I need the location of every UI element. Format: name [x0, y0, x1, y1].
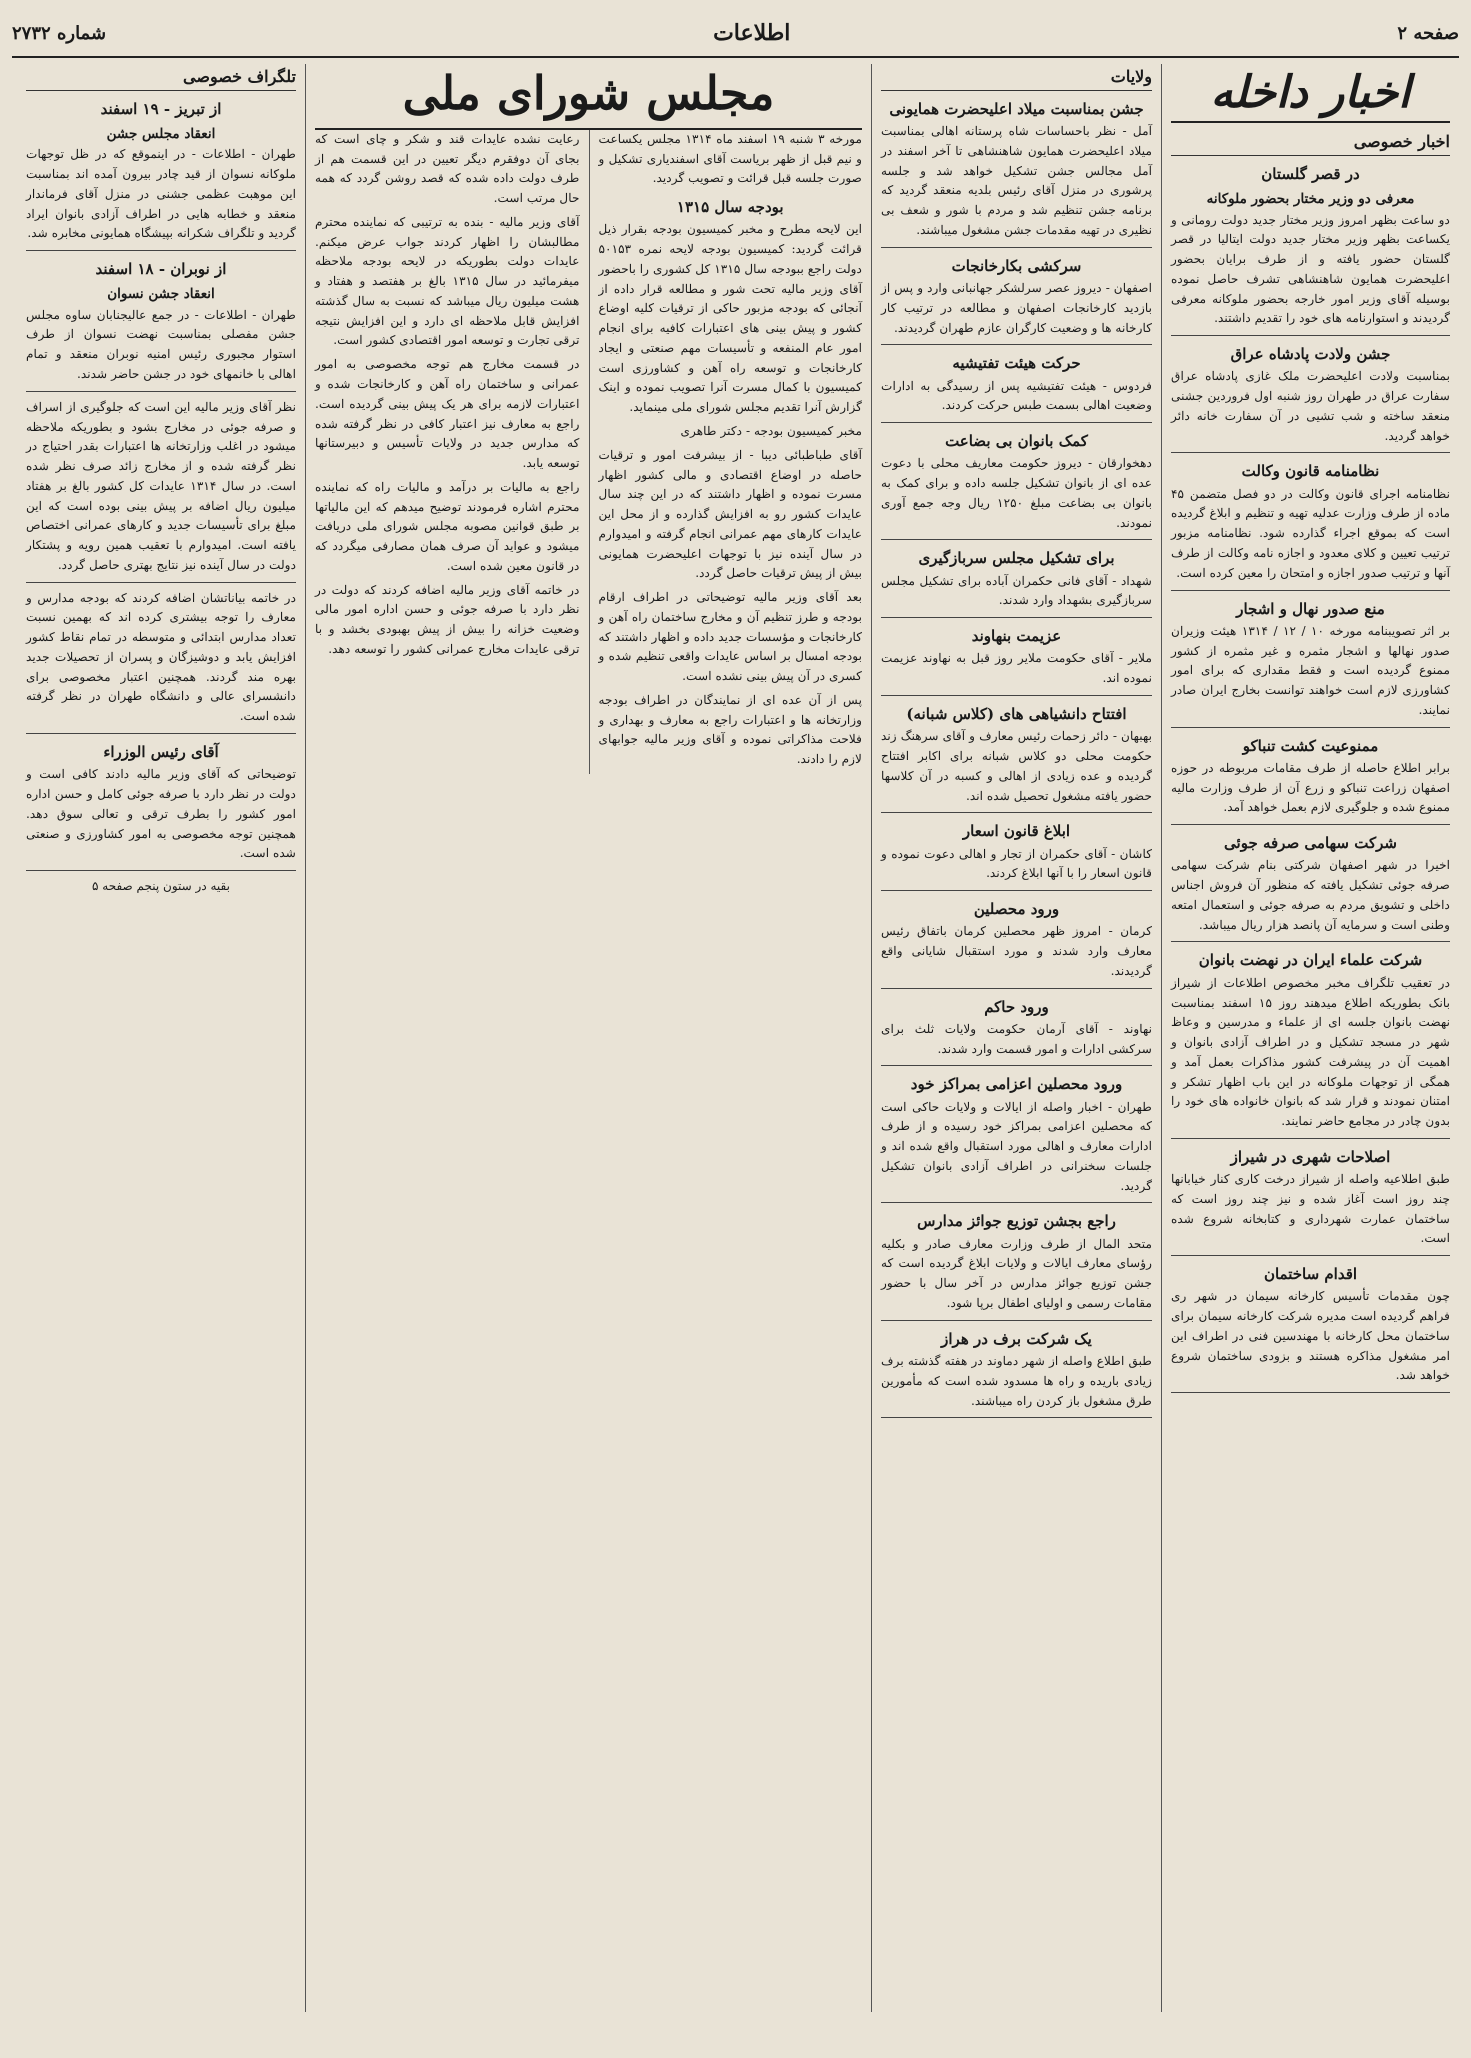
divider: [881, 1065, 1152, 1066]
article-title: ابلاغ قانون اسعار: [962, 822, 1071, 841]
article-title: نظامنامه قانون وکالت: [1241, 462, 1380, 481]
article-title: ورود محصلین اعزامی بمراکز خود: [910, 1075, 1123, 1094]
column-telegrams: [17, 64, 305, 2012]
article-title: شرکت سهامی صرفه جوئی: [1224, 834, 1397, 853]
article-body: در تعقیب تلگراف مخبر مخصوص اطلاعات از شیراز بانک بطوریکه اطلاع میدهند روز ۱۵ اسفند بمناسبت نهضت بانوان جلسه ای از علماء و مدرسین و وعاظ شهر در مسجد تشکیل و در اطراف آزادی بانوان و اهمیت آن در پیشرفت کشور مذاکرات بعمل آمد و همگی از توجهات ملوکانه در این باب اظهار تشکر و امتنان نمودند و قرار شد که بانوان خانواده های خود را بدون چادر در مجامع حاضر نمایند.: [1171, 975, 1450, 1129]
article-title: در قصر گلستان: [1261, 165, 1360, 184]
divider: [881, 617, 1152, 618]
parliament-subcolumns: [315, 130, 862, 774]
paragraph: آقای وزیر مالیه - بنده به ترتیبی که نماینده محترم مطالبشان را اظهار کردند جواب عرض میکنم. عایدات دولت بطوریکه در لایحه بودجه ملاحظه میفرمائید در سال ۱۳۱۵ بالغ بر هفتصد و هفتاد و هشت میلیون ریال میباشد که نسبت به سال گذشته افزایش قابل ملاحظه ای دارد و این افزایش نتیجه ترقی تجارت و توسعه امور اقتصادی کشور است.: [315, 214, 580, 348]
article-subtitle: انعقاد مجلس جشن: [106, 126, 216, 143]
divider: [881, 1202, 1152, 1203]
article-subtitle: معرفی دو وزیر مختار بحضور ملوکانه: [1206, 191, 1415, 208]
article-body: دو ساعت بظهر امروز وزیر مختار جدید دولت رومانی و یکساعت بظهر وزیر مختار جدید دولت ایتالیا در قصر گلستان حضور یافته و از طرف برایان بحضور اعلیحضرت همایون شاهنشاهی تشرف حاصل نموده بوسیله آقای وزیر امور خارجه بحضور ملوکانه معرفی گردیدند و استوارنامه های خود را تقدیم داشتند.: [1171, 212, 1450, 326]
article-subtitle: انعقاد جشن نسوان: [107, 286, 215, 303]
article-title: جشن بمناسبت میلاد اعلیحضرت همایونی: [889, 99, 1144, 118]
divider: [1171, 452, 1450, 453]
article-body: آمل - نظر باحساسات شاه پرستانه اهالی بمناسبت میلاد اعلیحضرت همایون شاهنشاهی تا آخر اسفند در آمل مجالس جشن تشکیل خواهد شد و جلسه پرشوری در منزل آقای رئیس بلدیه منعقد گردید که برنامه جشن تنظیم شد و مردم با شور و شعف بی نظیری در تهیه مقدمات جشن مشغول میباشند.: [881, 124, 1152, 237]
paragraph: رعایت نشده عایدات قند و شکر و چای است که بجای آن دوفقرم دیگر تعیین در این قسمت هم از طرف دولت داده شده که قصد روشن گردد که همه حال مرتب است.: [315, 131, 580, 206]
article-title: افتتاح دانشیاهی های (کلاس شبانه): [906, 704, 1127, 723]
article-body: دهخوارقان - دیروز حکومت معاریف محلی با دعوت عده ای از بانوان تشکیل جلسه داده و برای کمک به بانوان بی بضاعت مبلغ ۱۲۵۰ ریال وجه جمع آوری نمودند.: [881, 456, 1152, 530]
article-list: [26, 99, 296, 871]
article-body: شهداد - آقای فانی حکمران آباده برای تشکیل مجلس سربازگیری بشهداد وارد شدند.: [881, 573, 1152, 608]
article-title: سرکشی بکارخانجات: [951, 256, 1082, 275]
article-title: راجع بجشن توزیع جوائز مدارس: [917, 1212, 1116, 1231]
divider: [26, 870, 296, 871]
article-body: ملایر - آقای حکومت ملایر روز قبل به نهاوند عزیمت نموده اند.: [881, 651, 1152, 686]
article-body: طهران - اطلاعات - در اینموقع که در ظل توجهات ملوکانه نسوان از قید چادر بیرون آمده اند بمناسبت این موهبت عظمی جشنی در منزل آقای فرماندار منعقد و خطابه هایی در اطراف آزادی بانوان ایراد گردید و تلگراف شکرانه بپیشگاه همایونی مخابره شد.: [26, 147, 296, 241]
divider: [881, 988, 1152, 989]
column-provinces: [871, 64, 1161, 2012]
divider: [26, 250, 296, 251]
divider: [26, 582, 296, 583]
article-list: [881, 99, 1152, 1418]
page-header: [12, 10, 1459, 58]
parliament-section: [305, 64, 871, 2012]
divider: [881, 695, 1152, 696]
article-title: کمک بانوان بی بضاعت: [945, 432, 1088, 451]
session-intro: مورخه ۳ شنبه ۱۹ اسفند ماه ۱۳۱۴ مجلس یکساعت و نیم قبل از ظهر بریاست آقای اسفندیاری تشکیل و صورت جلسه قبل قرائت و تصویب گردید.: [598, 131, 862, 186]
article-body: چون مقدمات تأسیس کارخانه سیمان در شهر ری فراهم گردیده است مدیره شرکت کارخانه سیمان برای ساختمان محل کارخانه با مهندسین فنی در اطراف این امر مشغول مذاکره هستند و بزودی ساختمان شروع خواهد شد.: [1171, 1289, 1450, 1383]
divider: [881, 247, 1152, 248]
parliament-title: مجلس شورای ملی: [315, 64, 862, 130]
section-label: ولایات: [881, 64, 1152, 91]
article-body: بمناسبت ولادت اعلیحضرت ملک غازی پادشاه عراق سفارت عراق در طهران روز شنبه اول فروردین جشنی منعقد ساخته و شب تشیی در آن سفارت خانه دائر خواهد گردید.: [1171, 369, 1450, 443]
article-title: از تبریز - ۱۹ اسفند: [100, 99, 222, 118]
divider: [1171, 335, 1450, 336]
paragraph: در قسمت مخارج هم توجه مخصوصی به امور عمرانی و ساختمان راه آهن و کارخانجات شده و اعتبارات لازمه برای هر یک پیش بینی گردیده است. راجع به معارف نیز اعتبار کافی در نظر گرفته شده که مدارس جدید در ولایات تأسیس و دبیرستانها توسعه یابد.: [315, 357, 580, 471]
section-label: اخبار خصوصی: [1171, 129, 1450, 156]
paragraph-list: [315, 130, 580, 660]
paragraph: آقای طباطبائی دیبا - از بیشرفت امور و ترقیات حاصله در اوضاع اقتصادی و مالی کشور اظهار مسرت نموده و اظهار داشتند که در این چند سال عایدات کشور رو به افزایش گذارده و از محل این عایدات کارهای مهم عمرانی انجام گرفته و امیدوارم در سال آینده نیز با توجهات اعلیحضرت همایونی بیش از پیش ترقیات حاصل گردد.: [598, 447, 862, 581]
divider: [1171, 727, 1450, 728]
divider: [881, 539, 1152, 540]
divider: [26, 391, 296, 392]
divider: [881, 422, 1152, 423]
divider: [881, 1417, 1152, 1418]
paragraph-list: [599, 220, 863, 770]
parliament-col-a: [589, 130, 863, 774]
article-title: منع صدور نهال و اشجار: [1236, 599, 1385, 618]
article-list: [1171, 164, 1450, 1393]
divider: [1171, 1255, 1450, 1256]
article-title: اقدام ساختمان: [1263, 1265, 1358, 1284]
article-title: آقای رئیس الوزراء: [103, 742, 219, 761]
divider: [881, 890, 1152, 891]
divider: [881, 812, 1152, 813]
paragraph: مخبر کمیسیون بودجه - دکتر طاهری: [680, 424, 862, 438]
article-title: ممنوعیت کشت تنباکو: [1242, 736, 1379, 755]
article-body: کرمان - امروز ظهر محصلین کرمان باتفاق رئیس معارف وارد شدند و مورد استقبال شایانی واقع گردیدند.: [881, 924, 1152, 978]
article-body: برابر اطلاع حاصله از طرف مقامات مربوطه در حوزه اصفهان زراعت تنباکو و زرع آن از طرف وزارت مالیه ممنوع شده و جلوگیری لازم بعمل خواهد آمد.: [1171, 760, 1450, 815]
article-body: بهبهان - دائر زحمات رئیس معارف و آقای سرهنگ زند حکومت محلی دو کلاس شبانه برای اکابر افتتاح گردیده و عده زیادی از اهالی و کسبه در آن کلاسها حضور یافته مشغول تحصیل شده اند.: [881, 729, 1152, 803]
paragraph: پس از آن عده ای از نمایندگان در اطراف بودجه وزارتخانه ها و اعتبارات راجع به معارف و بهداری و فلاحت مذاکراتی نموده و آقای وزیر مالیه جوابهای لازم را دادند.: [598, 692, 862, 767]
article-title: حرکت هیئت تفتیشیه: [952, 354, 1081, 373]
section-label: تلگراف خصوصی: [26, 64, 296, 91]
article-title: یک شرکت برف در هراز: [941, 1329, 1092, 1348]
divider: [1171, 590, 1450, 591]
article-body: طهران - اخبار واصله از ایالات و ولایات حاکی است که محصلین اعزامی بمراکز خود رسیده و از طرف ادارات معارف و اهالی مورد استقبال واقع شده اند و جلسات سخنرانی در اطراف آزادی بانوان تشکیل گردید.: [881, 1099, 1152, 1193]
article-body: اخیرا در شهر اصفهان شرکتی بنام شرکت سهامی صرفه جوئی تشکیل یافته که منظور آن فروش اجناس داخلی و تشویق مردم به صرفه جوئی و استعمال امتعه وطنی است و سرمایه آن پانصد هزار ریال میباشد.: [1171, 858, 1450, 932]
article-body: فردوس - هیئت تفتیشیه پس از رسیدگی به ادارات وضعیت اهالی بسمت طبس حرکت کردند.: [881, 378, 1152, 413]
article-body: طهران - اطلاعات - در جمع عالیجنابان ساوه مجلس جشن مفصلی بمناسبت نهضت نسوان از طرف استوار مجبوری رئیس امنیه نوبران منعقد و تمام اهالی با خانمهای خود در جشن حاضر شدند.: [26, 307, 296, 381]
article-body: نهاوند - آقای آرمان حکومت ولایات ثلث برای سرکشی ادارات و امور قسمت وارد شدند.: [881, 1021, 1152, 1056]
paragraph: راجع به مالیات بر درآمد و مالیات راه که نماینده محترم اشاره فرمودند توضیح میدهم که این مالیاتها بر طبق قوانین مصوبه مجلس شورای ملی دریافت میشود و عواید آن صرف همان مصارفی میگردد که در قانون معین شده است.: [315, 479, 580, 573]
parliament-col-b: [315, 130, 589, 774]
page-number: صفحه ۲: [1397, 22, 1459, 44]
article-body: طبق اطلاع واصله از شهر دماوند در هفته گذشته برف زیادی باریده و راه ها مسدود شده است که مأمورین طرق مشغول باز کردن راه میباشند.: [881, 1354, 1152, 1408]
divider: [26, 733, 296, 734]
paragraph: این لایحه مطرح و مخبر کمیسیون بودجه بقرار ذیل قرائت گردید: کمیسیون بودجه لایحه نمره ۵۰۱۵۳ دولت راجع ببودجه سال ۱۳۱۵ کل کشوری را باحضور آقای وزیر مالیه تحت شور و مطالعه قرار داده از آنجائی که بودجه مزبور حاکی از ترقیات کلیه اوضاع کشور و پیش بینی های اعتبارات کافیه برای انجام امور عام المنفعه و تأسیسات مهم صنعتی و ایجاد کارخانجات و توسعه راه آهن و کشاورزی است کمیسیون با کمال مسرت آنرا تصویب نموده و اینک گزارش آنرا تقدیم مجلس شورای ملی مینماید.: [598, 222, 862, 415]
budget-title: بودجه سال ۱۳۱۵: [676, 198, 784, 217]
article-title: ورود حاکم: [984, 997, 1049, 1016]
article-body: نظر آقای وزیر مالیه این است که جلوگیری از اسراف و صرفه جوئی در مخارج بشود و بطوریکه ملاحظه میشود در اغلب وزارتخانه ها اعتبارات بقدر احتیاج در نظر گرفته شده و از مخارج زائد صرف نظر شده است. در سال ۱۳۱۴ عایدات کل کشور بالغ بر هفتاد میلیون ریال اضافه بر پیش بینی بوده است که این مبلغ برای تأسیسات جدید و کارهای عمرانی اختصاص یافته است. امیدوارم با تعقیب همین رویه و پشتکار دولت در سال آینده نیز نتایج بهتری حاصل گردد.: [26, 399, 296, 572]
paragraph: بعد آقای وزیر مالیه توضیحاتی در اطراف ارقام بودجه و طرز تنظیم آن و مخارج ساختمان راه آهن و کارخانجات و مؤسسات جدید داده و اظهار داشتند که بودجه امسال بر اساس عایدات واقعی تنظیم شده و کسری در آن پیش بینی نشده است.: [598, 590, 862, 684]
article-title: ورود محصلین: [973, 900, 1060, 919]
divider: [1171, 941, 1450, 942]
divider: [1171, 1392, 1450, 1393]
article-body: اصفهان - دیروز عصر سرلشکر جهانبانی وارد و پس از بازدید کارخانجات اصفهان و مطالعه در ترتیب کار کارخانه ها و وضعیت کارگران عازم طهران گردیدند.: [881, 281, 1152, 335]
paper-name: اطلاعات: [713, 20, 791, 46]
column-domestic-news: [1161, 64, 1459, 2012]
divider: [1171, 1138, 1450, 1139]
article-title: عزیمت بنهاوند: [971, 627, 1062, 646]
article-body: طبق اطلاعیه واصله از شیراز درخت کاری کنار خیابانها چند روز است آغاز شده و نیز چند روز است که ساختمان عمارت شهرداری و کتابخانه شروع شده است.: [1171, 1172, 1450, 1246]
article-body: متحد المال از طرف وزارت معارف صادر و بکلیه رؤسای معارف ایالات و ولایات ابلاغ گردیده است که جشن توزیع جوائز مدارس در آخر سال با حضور مقامات رسمی و اولیای اطفال برپا شود.: [881, 1236, 1152, 1310]
columns: [12, 64, 1459, 2012]
newspaper-page: [12, 10, 1459, 2036]
divider: [881, 1320, 1152, 1321]
article-body: توضیحاتی که آقای وزیر مالیه دادند کافی است و دولت در نظر دارد با صرفه جوئی کامل و حسن اداره امور کشور را بطرف ترقی و تعالی سوق دهد. همچنین توجه مخصوصی به امور کشاورزی و صنعتی شده است.: [26, 767, 296, 861]
section-masthead: اخبار داخله: [1171, 64, 1450, 123]
article-body: در خاتمه بیاناتشان اضافه کردند که بودجه مدارس و معارف را توجه بیشتری کرده اند که بهمین نسبت تعداد مدارس ابتدائی و متوسطه در تمام نقاط کشور افزایش یابد و دوشیزگان و پسران از تحصیلات جدید بهره مند گردند. همچنین اعتبار مخصوصی برای دانشسرای عالی و دانشگاه طهران در نظر گرفته شده است.: [26, 590, 296, 724]
article-title: اصلاحات شهری در شیراز: [1230, 1147, 1391, 1166]
article-body: نظامنامه اجرای قانون وکالت در دو فصل متضمن ۴۵ ماده از طرف وزارت عدلیه تهیه و تنظیم و ابلاغ گردیده است که بموقع اجراء گذارده شود. نظامنامه مزبور ترتیب تعیین و کلای معدود و اجازه نامه وکالت از طرف آنها و ترتیب صدور اجازه و امتحان را معین کرده است.: [1171, 486, 1450, 580]
article-body: بر اثر تصویبنامه مورخه ۱۰ / ۱۲ / ۱۳۱۴ هیئت وزیران صدور نهالها و اشجار مثمره و غیر مثمره از کشور ممنوع گردیده است و فقط مقداری که برای امور کشاورزی لازم است خواهند توانست بخارج ایران صادر نمایند.: [1171, 623, 1450, 717]
article-title: از نوبران - ۱۸ اسفند: [95, 260, 227, 279]
divider: [881, 344, 1152, 345]
paragraph: در خاتمه آقای وزیر مالیه اضافه کردند که دولت در نظر دارد با صرفه جوئی و حسن اداره امور مالی وضعیت خزانه را بیش از پیش بهبودی بخشد و با ترقی عایدات مخارج عمرانی کشور را توسعه دهد.: [315, 582, 580, 656]
continued-note: بقیه در ستون پنجم صفحه ۵: [92, 879, 230, 894]
article-title: برای تشکیل مجلس سربازگیری: [918, 549, 1115, 568]
article-body: کاشان - آقای حکمران از تجار و اهالی دعوت نموده و قانون اسعار را با آنها ابلاغ کردند.: [881, 846, 1152, 881]
divider: [1171, 824, 1450, 825]
article-title: شرکت علماء ایران در نهضت بانوان: [1198, 951, 1423, 970]
article-title: جشن ولادت پادشاه عراق: [1230, 345, 1391, 364]
issue-number: شماره ۲۷۳۲: [12, 22, 107, 44]
